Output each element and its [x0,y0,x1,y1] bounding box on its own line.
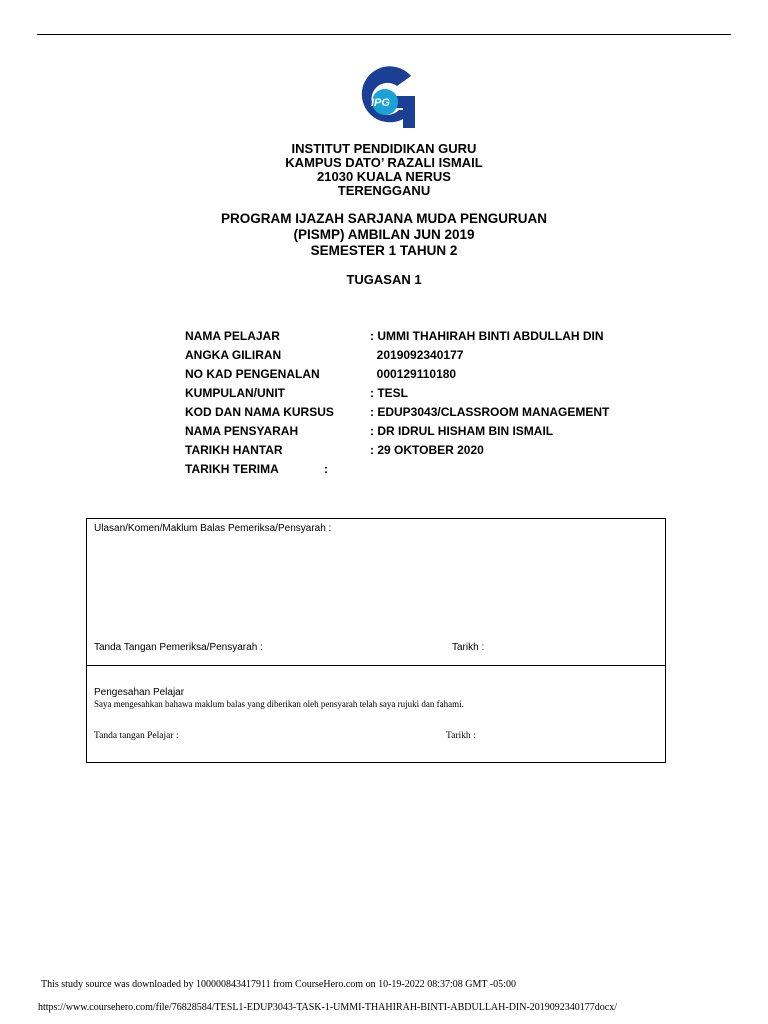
examiner-date-label: Tarikh : [452,642,485,653]
programme-line: SEMESTER 1 TAHUN 2 [310,243,458,258]
download-note: This study source was downloaded by 100000843417911 from CourseHero.com on 10-19-2022 08:37:08 GMT -05:00 [41,979,516,990]
student-date-label: Tarikh : [446,731,476,741]
top-rule [37,34,731,35]
student-signature-label: Tanda tangan Pelajar : [94,731,179,741]
examiner-signature-label: Tanda Tangan Pemeriksa/Pensyarah : [94,642,263,653]
detail-value: : EDUP3043/CLASSROOM MANAGEMENT [370,405,610,419]
detail-value: : 29 OKTOBER 2020 [370,443,484,457]
detail-value: : TESL [370,386,408,400]
detail-label: KOD DAN NAMA KURSUS [185,405,334,419]
detail-label: NAMA PENSYARAH [185,424,299,438]
institution-block [0,142,768,198]
programme-line: PROGRAM IJAZAH SARJANA MUDA PENGURUAN [220,211,547,226]
detail-value: : UMMI THAHIRAH BINTI ABDULLAH DIN [370,329,604,343]
detail-label: NO KAD PENGENALAN [185,367,320,381]
institution-line: KAMPUS DATO’ RAZALI ISMAIL [285,155,483,170]
student-confirmation-statement: Saya mengesahkan bahawa maklum balas yang diberikan oleh pensyarah telah saya rujuki dan fahami. [94,699,464,709]
institution-line: TERENGGANU [337,183,431,198]
detail-value: : [324,462,328,476]
institution-line: INSTITUT PENDIDIKAN GURU [291,141,477,156]
institution-line: 21030 KUALA NERUS [317,169,451,184]
programme-block [0,211,768,259]
detail-label: KUMPULAN/UNIT [185,386,285,400]
detail-label: NAMA PELAJAR [185,329,280,343]
feedback-heading: Ulasan/Komen/Maklum Balas Pemeriksa/Pensyarah : [94,523,332,534]
feedback-box [86,518,666,666]
assignment-title: TUGASAN 1 [346,272,422,287]
student-confirmation-box [86,665,666,763]
ipg-logo [351,66,417,132]
detail-value: 2019092340177 [370,348,464,362]
detail-label: TARIKH HANTAR [185,443,283,457]
svg-text:IPG: IPG [371,97,390,109]
student-confirmation-heading: Pengesahan Pelajar [94,687,185,698]
detail-label: TARIKH TERIMA [185,462,279,476]
detail-value: 000129110180 [370,367,457,381]
source-url[interactable]: https://www.coursehero.com/file/76828584/TESL1-EDUP3043-TASK-1-UMMI-THAHIRAH-BINTI-ABDULLAH-DIN-2019092340177docx/ [38,1002,618,1013]
detail-label: ANGKA GILIRAN [185,348,282,362]
detail-value: : DR IDRUL HISHAM BIN ISMAIL [370,424,554,438]
programme-line: (PISMP) AMBILAN JUN 2019 [293,227,475,242]
